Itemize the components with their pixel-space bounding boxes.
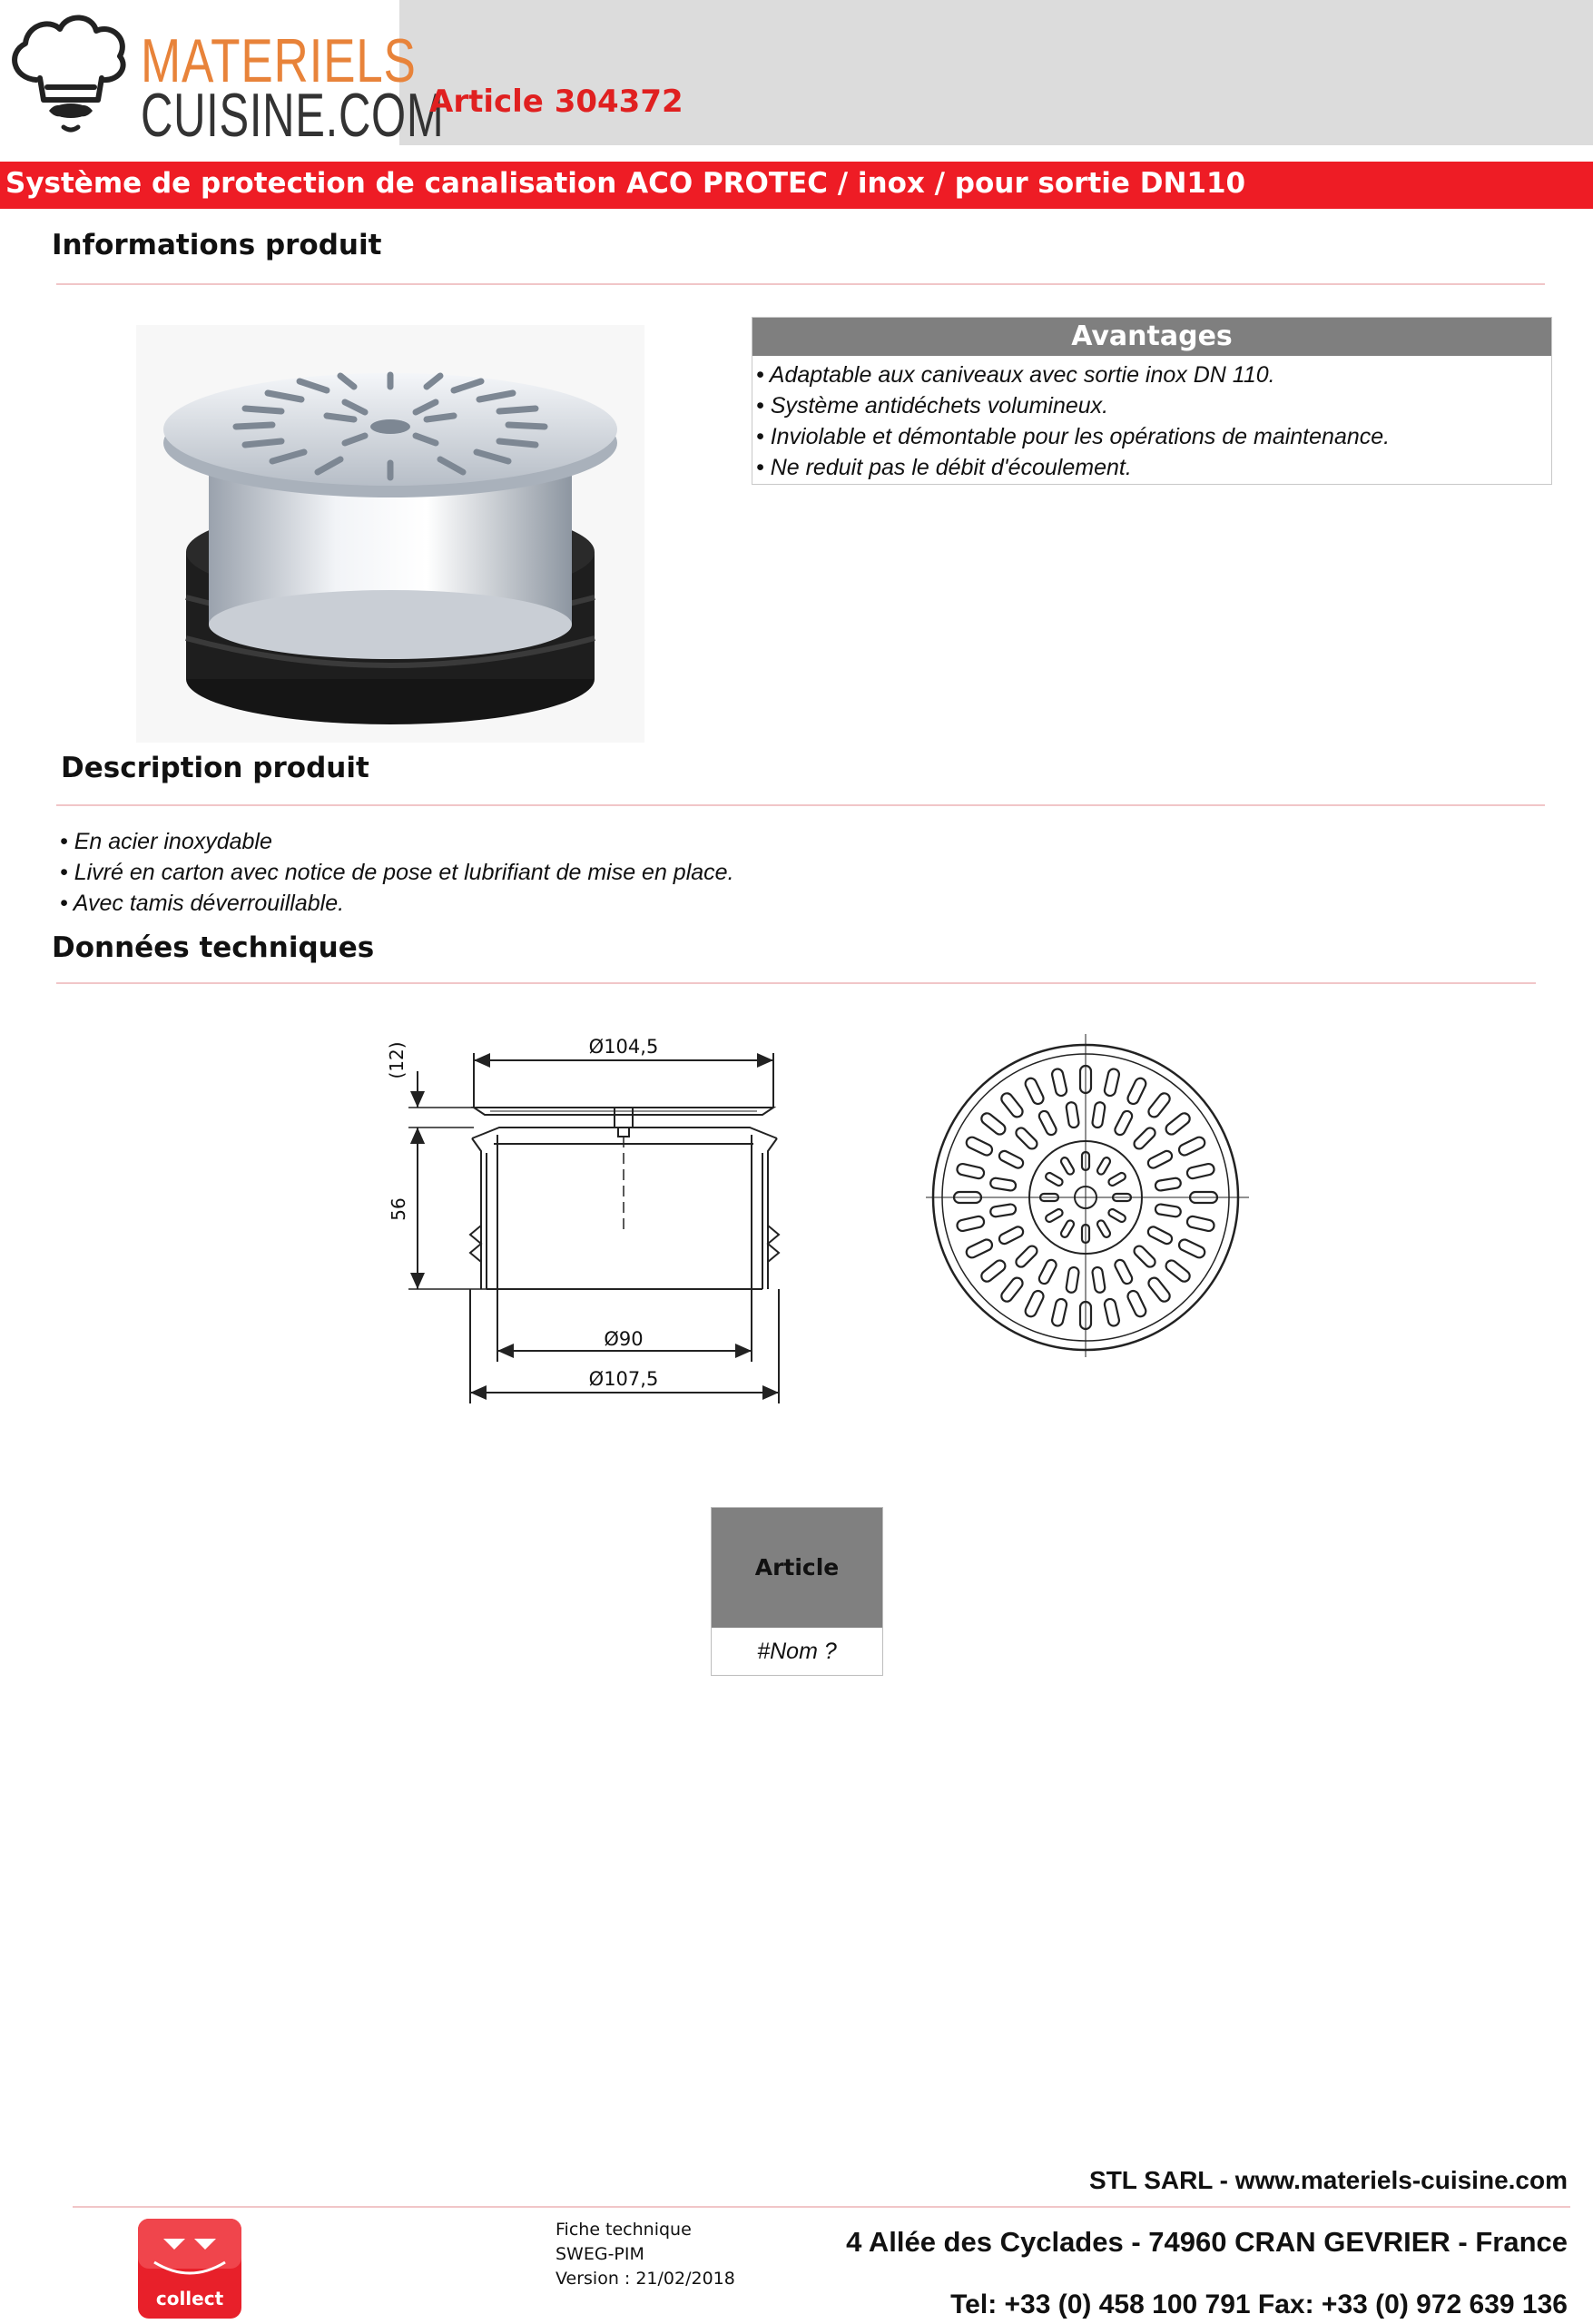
list-item: • Livré en carton avec notice de pose et lubrifiant de mise en place. (60, 860, 734, 885)
strainer-slot (1126, 1289, 1147, 1318)
technical-drawing-top-view (926, 1030, 1253, 1357)
strainer-slot (1146, 1275, 1172, 1304)
dimension-label: Ø107,5 (588, 1368, 659, 1390)
strainer-slot (1146, 1226, 1174, 1246)
strainer-slot (1051, 1068, 1067, 1097)
doc-type: Fiche technique (556, 2220, 692, 2240)
strainer-slot (1164, 1111, 1192, 1137)
product-title-bar (0, 162, 1593, 209)
strainer-slot (1155, 1204, 1181, 1217)
list-item: • Avec tamis déverrouillable. (60, 891, 345, 916)
strainer-slot (1107, 1208, 1126, 1224)
dimension-label: Ø90 (604, 1328, 644, 1350)
strainer-slot (1051, 1298, 1067, 1327)
strainer-slot (1126, 1077, 1147, 1106)
strainer-slot (965, 1237, 994, 1259)
list-item: • Système antidéchets volumineux. (756, 393, 1109, 419)
collect-badge (138, 2219, 241, 2319)
dimension-label: 56 (388, 1197, 409, 1221)
doc-source: SWEG-PIM (556, 2244, 644, 2264)
footer-contact: Tel: +33 (0) 458 100 791 Fax: +33 (0) 972 639 136 (950, 2290, 1568, 2319)
strainer-slot (1045, 1172, 1064, 1187)
strainer-slot (989, 1177, 1016, 1191)
dimension-label: (12) (386, 1041, 408, 1079)
badge-label: collect (155, 2288, 224, 2309)
brand-name-line1: MATERIELS (141, 26, 417, 95)
section-title-technical: Données techniques (52, 931, 375, 964)
strainer-slot (1186, 1163, 1215, 1179)
strainer-slot (989, 1204, 1016, 1217)
list-item: • En acier inoxydable (60, 829, 272, 854)
doc-version: Version : 21/02/2018 (556, 2269, 735, 2289)
footer-company: STL SARL - www.materiels-cuisine.com (1089, 2166, 1568, 2194)
strainer-slot (1037, 1258, 1058, 1285)
strainer-slot (1037, 1109, 1058, 1137)
strainer-slot (1014, 1126, 1039, 1151)
avantages-list (752, 356, 1551, 483)
article-number-title: Article 304372 (429, 84, 683, 120)
strainer-slot (1096, 1219, 1112, 1238)
strainer-slot (1114, 1109, 1135, 1137)
description-list (60, 826, 734, 919)
avantages-box (752, 317, 1552, 485)
strainer-slot (1155, 1177, 1181, 1191)
strainer-slot (1146, 1149, 1174, 1170)
strainer-slot (956, 1163, 985, 1179)
strainer-slot (1146, 1091, 1172, 1119)
strainer-slot (998, 1226, 1025, 1246)
list-item: • Adaptable aux caniveaux avec sortie inox DN 110. (756, 362, 1275, 388)
dimension-label: Ø104,5 (588, 1036, 659, 1058)
table-cell: #Nom ? (757, 1639, 837, 1664)
product-title: Système de protection de canalisation ACO PROTEC / inox / pour sortie DN110 (5, 167, 1246, 200)
strainer-slot (1014, 1244, 1039, 1269)
strainer-slot (999, 1275, 1025, 1304)
strainer-slot (979, 1258, 1008, 1284)
strainer-slot (1186, 1216, 1215, 1232)
header-background (399, 0, 1593, 145)
chef-hat-icon (0, 0, 145, 145)
section-title-info: Informations produit (52, 229, 382, 261)
strainer-slot (1045, 1208, 1064, 1224)
strainer-slot (1024, 1077, 1046, 1106)
section-divider (56, 804, 1545, 806)
strainer-slot (998, 1149, 1025, 1170)
section-divider (56, 283, 1545, 285)
list-item: • Inviolable et démontable pour les opérations de maintenance. (756, 424, 1391, 449)
strainer-slot (1164, 1258, 1192, 1284)
strainer-slot (1177, 1237, 1206, 1259)
strainer-slot (979, 1111, 1008, 1137)
strainer-slot (1104, 1298, 1120, 1327)
section-divider (56, 982, 1536, 984)
brand-name-line2: CUISINE.COM (141, 81, 445, 150)
strainer-slot (1114, 1258, 1135, 1285)
strainer-slot (1060, 1157, 1076, 1176)
footer-address: 4 Allée des Cyclades - 74960 CRAN GEVRIER - France (846, 2226, 1568, 2258)
strainer-slot (999, 1091, 1025, 1119)
section-title-description: Description produit (61, 752, 369, 784)
technical-drawing-side-view (363, 1017, 799, 1416)
strainer-slot (1177, 1136, 1206, 1157)
avantages-title: Avantages (752, 318, 1551, 356)
footer-divider (73, 2206, 1570, 2208)
site-logo[interactable] (0, 0, 445, 150)
strainer-slot (1107, 1172, 1126, 1187)
strainer-slot (1092, 1101, 1106, 1128)
list-item: • Ne reduit pas le débit d'écoulement. (756, 455, 1132, 480)
strainer-slot (1104, 1068, 1120, 1097)
strainer-slot (1132, 1244, 1157, 1269)
strainer-slot (1096, 1157, 1112, 1176)
table-header: Article (712, 1508, 882, 1628)
document-meta (556, 2218, 735, 2291)
strainer-slot (965, 1136, 994, 1157)
strainer-slot (1060, 1219, 1076, 1238)
strainer-slot (1092, 1266, 1106, 1293)
strainer-slot (1024, 1289, 1046, 1318)
strainer-slot (1066, 1266, 1079, 1293)
strainer-slot (1066, 1101, 1079, 1128)
strainer-slot (956, 1216, 985, 1232)
article-table (711, 1507, 883, 1676)
product-image (136, 325, 644, 743)
strainer-slot (1132, 1126, 1157, 1151)
